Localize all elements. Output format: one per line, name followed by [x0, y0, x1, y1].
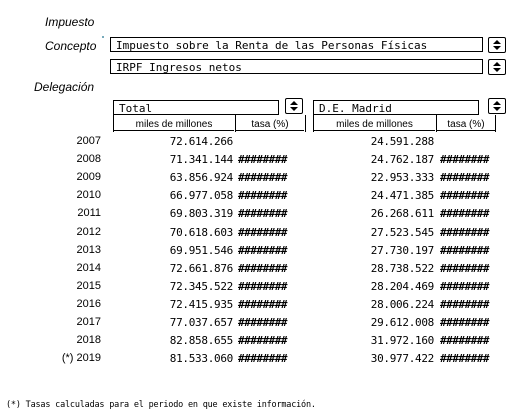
row-year: 2017 [76, 316, 101, 328]
row-right-value: 24.762.187 [370, 153, 434, 166]
row-right-rate: ######## [440, 207, 489, 220]
row-right-value: 29.612.008 [370, 316, 434, 329]
row-left-value: 81.533.060 [169, 352, 233, 365]
right-rate-header: tasa (%) [437, 118, 495, 131]
updown-arrows-icon [286, 99, 302, 113]
col-border [495, 115, 496, 132]
row-left-rate: ######## [238, 189, 287, 202]
row-left-value: 71.341.144 [169, 153, 233, 166]
row-year: 2015 [76, 280, 101, 292]
row-right-rate: ######## [440, 352, 489, 365]
row-left-value: 72.661.876 [169, 262, 233, 275]
row-left-value: 69.951.546 [169, 244, 233, 257]
row-right-rate: ######## [440, 316, 489, 329]
row-left-rate: ######## [238, 352, 287, 365]
row-right-rate: ######## [440, 298, 489, 311]
row-year: 2018 [76, 334, 101, 346]
row-right-rate: ######## [440, 171, 489, 184]
row-year: (*) 2019 [61, 352, 101, 364]
marker-dot [102, 36, 104, 38]
row-right-rate: ######## [440, 226, 489, 239]
row-year: 2009 [76, 171, 101, 183]
row-right-value: 28.204.469 [370, 280, 434, 293]
delegacion-right-spinner[interactable] [488, 98, 506, 114]
row-right-value: 31.972.160 [370, 334, 434, 347]
row-year: 2011 [77, 207, 101, 219]
concepto-select[interactable]: Impuesto sobre la Renta de las Personas Físicas [110, 37, 483, 52]
row-right-value: 27.523.545 [370, 226, 434, 239]
col-border [305, 115, 306, 132]
row-right-rate: ######## [440, 244, 489, 257]
row-left-value: 72.614.266 [169, 135, 233, 148]
row-right-value: 28.006.224 [370, 298, 434, 311]
delegacion-left-spinner[interactable] [285, 98, 303, 114]
row-left-value: 82.858.655 [169, 334, 233, 347]
left-rate-header: tasa (%) [236, 118, 304, 131]
concepto-spinner[interactable] [488, 37, 506, 53]
row-right-value: 24.471.385 [370, 189, 434, 202]
row-left-rate: ######## [238, 316, 287, 329]
row-left-rate: ######## [238, 298, 287, 311]
row-left-value: 70.618.603 [169, 226, 233, 239]
row-year: 2012 [76, 226, 101, 238]
row-left-rate: ######## [238, 153, 287, 166]
left-values-header: miles de millones [114, 118, 234, 131]
row-left-value: 63.856.924 [169, 171, 233, 184]
sub-concepto-select[interactable]: IRPF Ingresos netos [110, 59, 483, 74]
row-right-rate: ######## [440, 262, 489, 275]
row-right-rate: ######## [440, 189, 489, 202]
concepto-label: Concepto [45, 39, 97, 53]
row-left-rate: ######## [238, 171, 287, 184]
delegacion-left-select[interactable]: Total [113, 100, 279, 115]
impuesto-label: Impuesto [45, 15, 95, 29]
row-right-rate: ######## [440, 280, 489, 293]
row-left-rate: ######## [238, 207, 287, 220]
row-year: 2013 [76, 244, 101, 256]
row-right-rate: ######## [440, 153, 489, 166]
row-right-value: 26.268.611 [370, 207, 434, 220]
row-left-value: 72.345.522 [169, 280, 233, 293]
row-year: 2010 [76, 189, 101, 201]
row-left-rate: ######## [238, 334, 287, 347]
row-year: 2014 [76, 262, 101, 274]
updown-arrows-icon [489, 99, 505, 113]
delegacion-label: Delegación [34, 80, 95, 94]
row-year: 2008 [76, 153, 101, 165]
row-right-value: 24.591.288 [370, 135, 434, 148]
row-right-rate: ######## [440, 334, 489, 347]
row-left-rate: ######## [238, 226, 287, 239]
footnote: (*) Tasas calculadas para el periodo en que existe información. [6, 400, 316, 410]
row-left-value: 77.037.657 [169, 316, 233, 329]
row-right-value: 22.953.333 [370, 171, 434, 184]
row-left-rate: ######## [238, 244, 287, 257]
row-left-value: 69.803.319 [169, 207, 233, 220]
updown-arrows-icon [489, 38, 505, 52]
row-year: 2016 [76, 298, 101, 310]
row-left-value: 66.977.058 [169, 189, 233, 202]
row-right-value: 30.977.422 [370, 352, 434, 365]
updown-arrows-icon [489, 60, 505, 74]
delegacion-right-select[interactable]: D.E. Madrid [313, 100, 479, 115]
row-left-value: 72.415.935 [169, 298, 233, 311]
row-right-value: 27.730.197 [370, 244, 434, 257]
row-left-rate: ######## [238, 262, 287, 275]
row-year: 2007 [76, 135, 101, 147]
row-left-rate: ######## [238, 280, 287, 293]
row-right-value: 28.738.522 [370, 262, 434, 275]
right-values-header: miles de millones [314, 118, 435, 131]
sub-concepto-spinner[interactable] [488, 59, 506, 75]
